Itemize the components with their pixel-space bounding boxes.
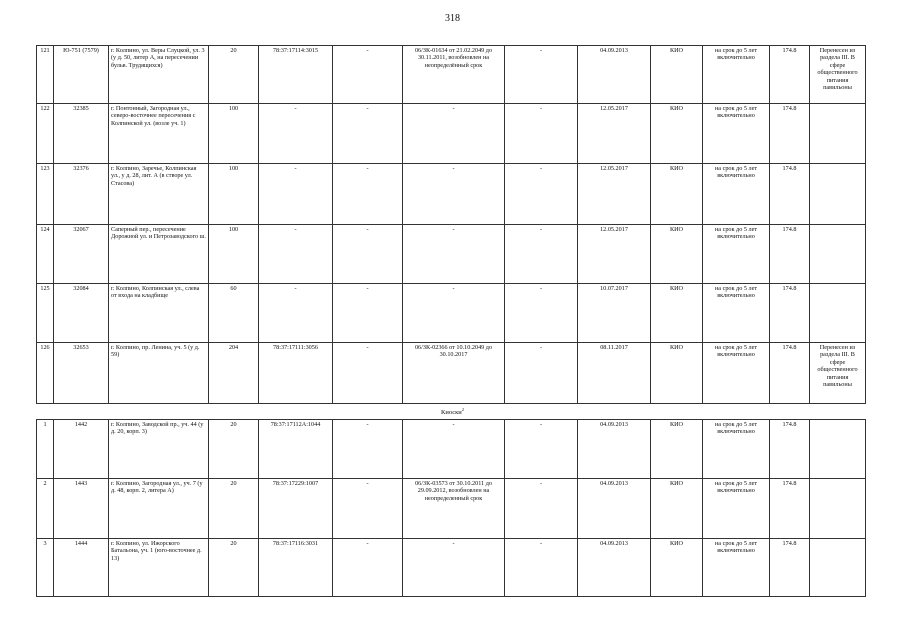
row-code: 174.8	[770, 420, 810, 479]
row-contract: 06/ЗК-01634 от 21.02.2049 до 30.11.2011, возобновлен на неопределённый срок	[403, 46, 505, 104]
row-cadastre: 78:37:17112А:1044	[259, 420, 333, 479]
row-code: 174.8	[770, 225, 810, 284]
page-number: 318	[445, 13, 460, 24]
row-org: КИО	[651, 479, 703, 539]
table-row	[37, 164, 866, 225]
row-note: Перенесен из раздела III. В сфере общественного питания павильоны	[810, 46, 866, 104]
row-note	[810, 104, 866, 164]
row-col6: -	[333, 284, 403, 343]
table-row	[37, 343, 866, 404]
row-id: 32084	[54, 284, 109, 343]
row-org: КИО	[651, 104, 703, 164]
row-col6: -	[333, 164, 403, 225]
row-note	[810, 479, 866, 539]
row-cadastre: -	[259, 225, 333, 284]
row-number: 126	[37, 343, 54, 404]
row-date: 12.05.2017	[578, 164, 651, 225]
row-number: 1	[37, 420, 54, 479]
row-col8: -	[505, 539, 578, 597]
row-id: 32653	[54, 343, 109, 404]
row-contract: 06/ЗК-02366 от 10.10.2049 до 30.10.2017	[403, 343, 505, 404]
table-row	[37, 46, 866, 104]
row-code: 174.8	[770, 104, 810, 164]
row-col8: -	[505, 343, 578, 404]
row-date: 04.09.2013	[578, 539, 651, 597]
row-address: г. Колпино, Колпинская ул., слева от входа на кладбище	[109, 284, 209, 343]
row-address: г. Колпино, ул. Ижорского Батальона, уч. 1 (юго-восточнее д. 13)	[109, 539, 209, 597]
table-row	[37, 479, 866, 539]
row-term: на срок до 5 лет включительно	[703, 225, 770, 284]
row-code: 174.8	[770, 479, 810, 539]
row-number: 2	[37, 479, 54, 539]
row-term: на срок до 5 лет включительно	[703, 343, 770, 404]
row-col8: -	[505, 104, 578, 164]
row-term: на срок до 5 лет включительно	[703, 420, 770, 479]
row-org: КИО	[651, 284, 703, 343]
row-area: 100	[209, 104, 259, 164]
row-contract: -	[403, 284, 505, 343]
row-id: 1444	[54, 539, 109, 597]
row-contract: -	[403, 539, 505, 597]
section-title: Киоски$^2$	[441, 407, 464, 417]
registry-table	[36, 45, 866, 404]
kiosk-table	[36, 419, 866, 597]
row-contract: -	[403, 104, 505, 164]
row-cadastre: -	[259, 164, 333, 225]
row-number: 125	[37, 284, 54, 343]
row-cadastre: 78:37:17229:1007	[259, 479, 333, 539]
row-area: 20	[209, 539, 259, 597]
row-address: г. Колпино, ул. Веры Слуцкой, ул. 3 (у д. 50, литер А, на пересечении бульв. Трудящихся)	[109, 46, 209, 104]
row-term: на срок до 5 лет включительно	[703, 539, 770, 597]
row-cadastre: -	[259, 284, 333, 343]
row-col8: -	[505, 225, 578, 284]
table-row	[37, 420, 866, 479]
row-contract: -	[403, 225, 505, 284]
row-area: 20	[209, 46, 259, 104]
row-note: Перенесен из раздела III. В сфере общественного питания павильоны	[810, 343, 866, 404]
table-row	[37, 539, 866, 597]
table-row	[37, 225, 866, 284]
row-col6: -	[333, 479, 403, 539]
row-code: 174.8	[770, 539, 810, 597]
row-date: 08.11.2017	[578, 343, 651, 404]
row-address: г. Колпино, Заречье, Колпинская ул., у д. 28, лит. А (в створе ул. Стасова)	[109, 164, 209, 225]
row-contract: -	[403, 164, 505, 225]
row-col8: -	[505, 420, 578, 479]
row-col6: -	[333, 225, 403, 284]
row-code: 174.8	[770, 284, 810, 343]
row-term: на срок до 5 лет включительно	[703, 164, 770, 225]
row-col6: -	[333, 104, 403, 164]
row-term: на срок до 5 лет включительно	[703, 284, 770, 343]
row-address: г. Понтонный, Загородная ул., северо-восточнее пересечения с Колпинской ул. (возле уч. 1)	[109, 104, 209, 164]
row-contract: -	[403, 420, 505, 479]
row-id: Ю-751 (7579)	[54, 46, 109, 104]
row-id: 1443	[54, 479, 109, 539]
row-cadastre: -	[259, 104, 333, 164]
row-area: 20	[209, 420, 259, 479]
row-address: г. Колпино, Заводской пр., уч. 44 (у д. 20, корп. 3)	[109, 420, 209, 479]
row-note	[810, 539, 866, 597]
row-id: 1442	[54, 420, 109, 479]
row-date: 12.05.2017	[578, 225, 651, 284]
row-number: 122	[37, 104, 54, 164]
row-area: 204	[209, 343, 259, 404]
row-cadastre: 78:37:17111:3056	[259, 343, 333, 404]
row-address: Саперный пер., пересечение Дорожной ул. и Петрозаводского ш.	[109, 225, 209, 284]
row-date: 04.09.2013	[578, 479, 651, 539]
row-id: 32067	[54, 225, 109, 284]
row-contract: 06/ЗК-03573 от 30.10.2011 до 29.09.2012, возобновлен на неопределенный срок	[403, 479, 505, 539]
row-address: г. Колпино, Загородная ул., уч. 7 (у д. 48, корп. 2, литера А)	[109, 479, 209, 539]
row-col6: -	[333, 343, 403, 404]
row-id: 32385	[54, 104, 109, 164]
row-org: КИО	[651, 420, 703, 479]
row-col8: -	[505, 284, 578, 343]
row-date: 12.05.2017	[578, 104, 651, 164]
row-code: 174.8	[770, 46, 810, 104]
table-row	[37, 104, 866, 164]
row-note	[810, 164, 866, 225]
row-number: 121	[37, 46, 54, 104]
row-area: 100	[209, 164, 259, 225]
row-term: на срок до 5 лет включительно	[703, 46, 770, 104]
row-area: 20	[209, 479, 259, 539]
row-term: на срок до 5 лет включительно	[703, 479, 770, 539]
row-note	[810, 284, 866, 343]
row-date: 04.09.2013	[578, 420, 651, 479]
row-col8: -	[505, 164, 578, 225]
table-row	[37, 284, 866, 343]
row-date: 04.09.2013	[578, 46, 651, 104]
row-org: КИО	[651, 225, 703, 284]
row-term: на срок до 5 лет включительно	[703, 104, 770, 164]
row-code: 174.8	[770, 164, 810, 225]
row-cadastre: 78:37:17114:3015	[259, 46, 333, 104]
row-code: 174.8	[770, 343, 810, 404]
row-date: 10.07.2017	[578, 284, 651, 343]
row-org: КИО	[651, 539, 703, 597]
row-col8: -	[505, 46, 578, 104]
row-col6: -	[333, 420, 403, 479]
row-id: 32376	[54, 164, 109, 225]
row-number: 123	[37, 164, 54, 225]
row-col8: -	[505, 479, 578, 539]
row-note	[810, 225, 866, 284]
row-col6: -	[333, 539, 403, 597]
row-org: КИО	[651, 343, 703, 404]
row-org: КИО	[651, 164, 703, 225]
row-number: 124	[37, 225, 54, 284]
row-col6: -	[333, 46, 403, 104]
row-area: 100	[209, 225, 259, 284]
row-address: г. Колпино, пр. Ленина, уч. 5 (у д. 59)	[109, 343, 209, 404]
row-area: 60	[209, 284, 259, 343]
row-org: КИО	[651, 46, 703, 104]
row-number: 3	[37, 539, 54, 597]
row-note	[810, 420, 866, 479]
row-cadastre: 78:37:17116:3031	[259, 539, 333, 597]
